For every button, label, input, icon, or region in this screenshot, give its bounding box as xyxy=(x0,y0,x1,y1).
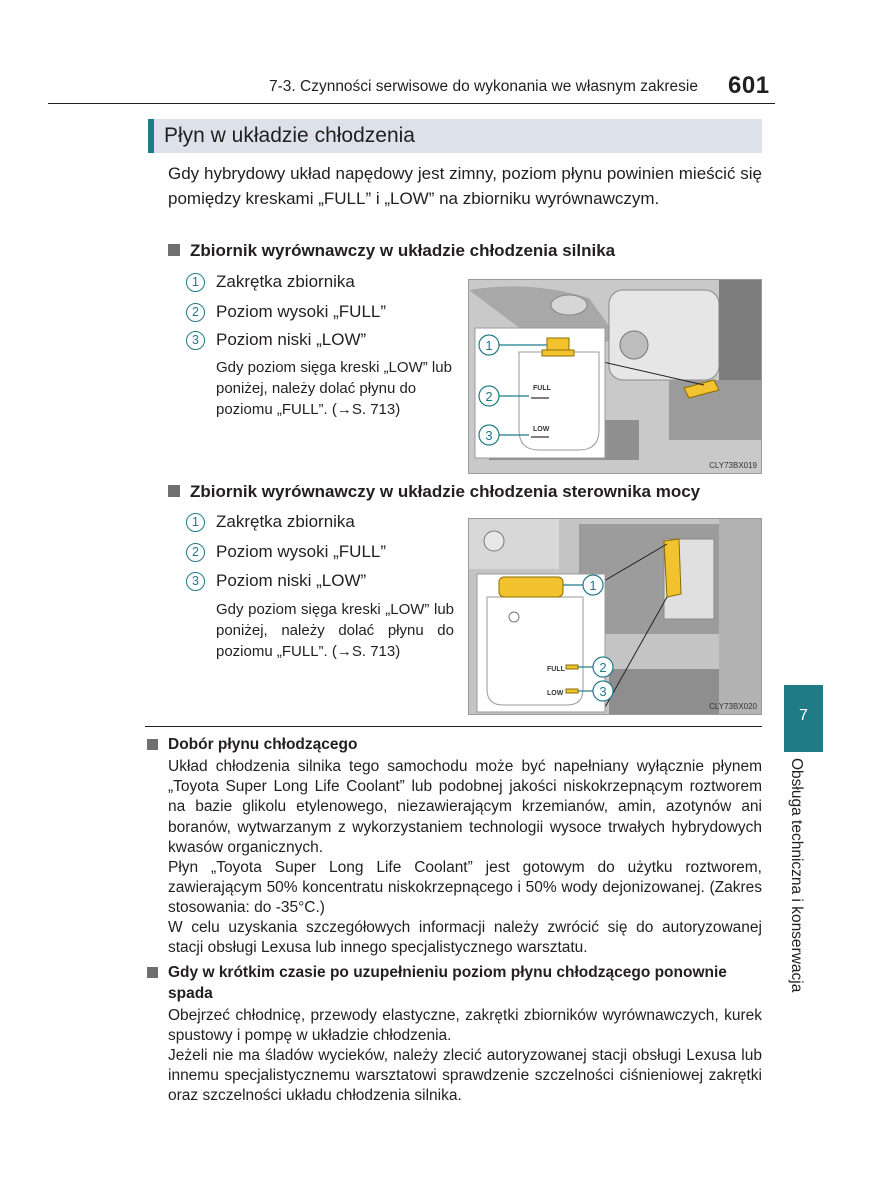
section-divider xyxy=(145,726,762,727)
coolant-paragraph-2: Płyn „Toyota Super Long Life Coolant” jest gotowym do użytku roztworem, zawierającym 50% koncentratu niskokrzepnącego i 50% wody dejonizowanej. (Zakres stosowania: do -35°C.) xyxy=(168,859,762,917)
callout-number-icon: 2 xyxy=(186,543,205,562)
pcu-item-label: Zakrętka zbiornika xyxy=(216,512,355,531)
pcu-bay-illustration xyxy=(469,519,762,715)
pcu-item-label: Poziom niski „LOW” xyxy=(216,571,367,590)
pcu-reservoir-figure xyxy=(468,518,762,715)
pcu-item-label: Poziom wysoki „FULL” xyxy=(216,542,387,561)
engine-note: Gdy poziom sięga kreski „LOW” lub poniżej, należy dolać płynu do poziomu „FULL”. (→S. 713) xyxy=(216,359,452,418)
bullet-square-icon xyxy=(147,967,158,978)
running-header: 7-3. Czynności serwisowe do wykonania we własnym zakresie xyxy=(268,78,698,95)
low-mark-label: LOW xyxy=(547,690,564,697)
engine-item-label: Poziom wysoki „FULL” xyxy=(216,302,387,321)
engine-bay-illustration xyxy=(469,280,762,474)
coolant-selection-heading xyxy=(147,734,762,755)
engine-reservoir-heading xyxy=(168,241,615,261)
coolant-selection-heading-text: Dobór płynu chłodzącego xyxy=(168,736,358,753)
engine-item-1 xyxy=(186,272,355,292)
bullet-square-icon xyxy=(168,244,180,256)
level-drops-heading-text: Gdy w krótkim czasie po uzupełnieniu poziom płynu chłodzącego ponownie spada xyxy=(168,964,727,1002)
engine-reservoir-heading-text: Zbiornik wyrównawczy w układzie chłodzenia silnika xyxy=(190,241,616,260)
header-rule xyxy=(48,103,775,104)
level-drops-paragraph-1: Obejrzeć chłodnicę, przewody elastyczne, zakrętki zbiorników wyrównawczych, kurek spustowy i pompę w układzie chłodzenia. xyxy=(168,1007,762,1045)
callout-3-icon: 3 xyxy=(599,684,607,699)
figure-code: CLY73BX020 xyxy=(709,702,757,711)
callout-number-icon: 1 xyxy=(186,513,205,532)
pcu-reservoir-heading xyxy=(168,482,700,502)
engine-item-label: Zakrętka zbiornika xyxy=(216,272,355,291)
pcu-item-1 xyxy=(186,512,355,532)
full-mark-label: FULL xyxy=(547,666,565,673)
callout-2-icon: 2 xyxy=(599,660,607,675)
level-drops-heading xyxy=(147,962,762,1004)
chapter-label: Obsługa techniczna i konserwacja xyxy=(788,758,805,993)
callout-number-icon: 3 xyxy=(186,331,205,350)
pcu-reservoir-heading-text: Zbiornik wyrównawczy w układzie chłodzenia sterownika mocy xyxy=(190,482,701,501)
engine-item-label: Poziom niski „LOW” xyxy=(216,330,367,349)
coolant-paragraph-3: W celu uzyskania szczegółowych informacji należy zwrócić się do autoryzowanej stacji obsługi Lexusa lub innego specjalistycznego warsztatu. xyxy=(168,919,762,957)
callout-3-icon: 3 xyxy=(485,428,493,443)
coolant-paragraph-1: Układ chłodzenia silnika tego samochodu może być napełniany wyłącznie płynem „Toyota Super Long Life Coolant” lub podobnej jakości niskokrzepnącym roztworem na bazie glikolu etylenowego, niezawierającym krzemianów, amin, azotynów ani boranów, wytwarzanym z wykorzystaniem technologii wysoce trwałych hybrydowych kwasów organicznych. xyxy=(168,758,762,856)
intro-paragraph: Gdy hybrydowy układ napędowy jest zimny, poziom płynu powinien mieścić się pomiędzy kreskami „FULL” i „LOW” na zbiorniku wyrównawczym. xyxy=(168,164,762,208)
bullet-square-icon xyxy=(147,739,158,750)
pcu-note: Gdy poziom sięga kreski „LOW” lub poniżej, należy dolać płynu do poziomu „FULL”. (→S. 713) xyxy=(216,601,454,660)
engine-item-2 xyxy=(186,302,386,322)
callout-number-icon: 3 xyxy=(186,572,205,591)
figure-code: CLY73BX019 xyxy=(709,461,757,470)
callout-number-icon: 2 xyxy=(186,303,205,322)
engine-item-3 xyxy=(186,330,366,350)
engine-reservoir-figure xyxy=(468,279,762,474)
level-drops-paragraph-2: Jeżeli nie ma śladów wycieków, należy zlecić autoryzowanej stacji obsługi Lexusa lub innemu specjalistycznemu warsztatowi sprawdzenie szczelności ciśnieniowej zakrętki oraz szczelności układu chłodzenia silnika. xyxy=(168,1047,762,1105)
callout-2-icon: 2 xyxy=(485,389,493,404)
page-number: 601 xyxy=(728,72,770,99)
full-mark-label: FULL xyxy=(533,385,551,392)
chapter-tab: 7 xyxy=(784,685,823,752)
bullet-square-icon xyxy=(168,485,180,497)
pcu-item-3 xyxy=(186,571,366,591)
callout-1-icon: 1 xyxy=(589,578,597,593)
low-mark-label: LOW xyxy=(533,426,550,433)
section-title: Płyn w układzie chłodzenia xyxy=(148,119,762,153)
callout-1-icon: 1 xyxy=(485,338,493,353)
pcu-item-2 xyxy=(186,542,386,562)
callout-number-icon: 1 xyxy=(186,273,205,292)
